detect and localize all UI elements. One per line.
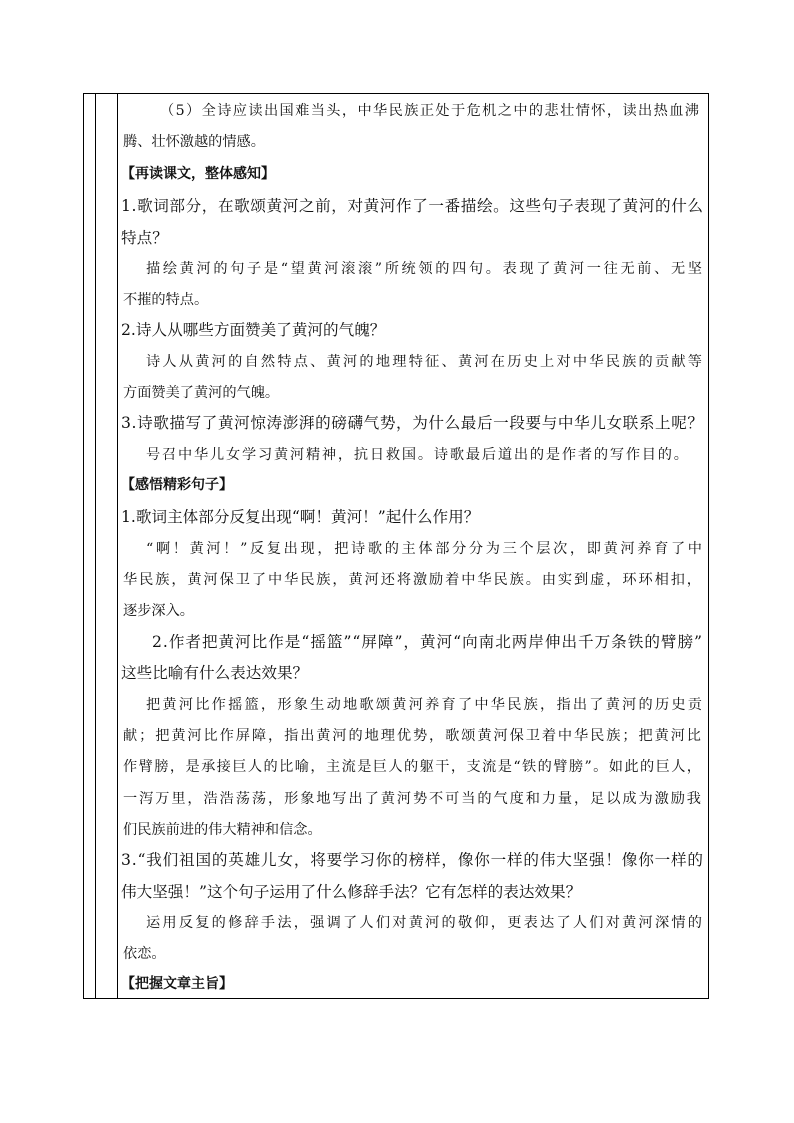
- question-text: 1.歌词部分，在歌颂黄河之前，对黄河作了一番描绘。这些句子表现了黄河的什么: [121, 197, 704, 215]
- answer-text: 依恋。: [123, 946, 166, 962]
- section-heading: 【再读课文，整体感知】: [121, 166, 275, 182]
- answer-text: 运用反复的修辞手法，强调了人们对黄河的敬仰，更表达了人们对黄河深情的: [146, 915, 705, 931]
- question-text: 3.“我们祖国的英雄儿女，将要学习你的榜样，像你一样的伟大坚强！像你一样的: [121, 851, 704, 869]
- section-heading: 【感悟精彩句子】: [121, 477, 233, 493]
- question-text: 特点？: [121, 229, 168, 247]
- table-column-divider: [117, 93, 118, 999]
- answer-text: 描绘黄河的句子是“望黄河滚滚”所统领的四句。表现了黄河一往无前、无坚: [146, 261, 705, 277]
- answer-text: 把黄河比作摇篮，形象生动地歌颂黄河养育了中华民族，指出了黄河的历史贡: [146, 697, 705, 713]
- answer-text: 方面赞美了黄河的气魄。: [123, 385, 280, 401]
- answer-text: 华民族，黄河保卫了中华民族，黄河还将激励着中华民族。由实到虚，环环相扣，: [123, 572, 703, 588]
- table-column-divider: [95, 93, 96, 999]
- question-text: 伟大坚强！”这个句子运用了什么修辞手法？它有怎样的表达效果？: [121, 883, 582, 901]
- answer-text: 作臂膀，是承接巨人的比喻，主流是巨人的躯干，支流是“铁的臂膀”。如此的巨人，: [123, 759, 703, 775]
- question-text: 1.歌词主体部分反复出现“啊！黄河！”起什么作用？: [121, 508, 480, 526]
- question-text: 3.诗歌描写了黄河惊涛澎湃的磅礴气势，为什么最后一段要与中华儿女联系上呢？: [121, 414, 704, 432]
- question-text: 这些比喻有什么表达效果？: [121, 664, 309, 682]
- answer-text: 献；把黄河比作屏障，指出黄河的地理优势，歌颂黄河保卫着中华民族；把黄河比: [123, 728, 703, 744]
- answer-text: 们民族前进的伟大精神和信念。: [123, 822, 322, 838]
- text-line: （5）全诗应读出国难当头，中华民族正处于危机之中的悲壮情怀，读出热血沸: [160, 103, 701, 119]
- question-text: 2.诗人从哪些方面赞美了黄河的气魄？: [121, 321, 386, 339]
- answer-text: 一泻万里，浩浩荡荡，形象地写出了黄河势不可当的气度和力量，足以成为激励我: [123, 791, 703, 807]
- answer-text: 诗人从黄河的自然特点、黄河的地理特征、黄河在历史上对中华民族的贡献等: [146, 354, 705, 370]
- text-line: 腾、壮怀激越的情感。: [123, 134, 265, 150]
- answer-text: 号召中华儿女学习黄河精神，抗日救国。诗歌最后道出的是作者的写作目的。: [146, 447, 690, 463]
- section-heading: 【把握文章主旨】: [121, 976, 233, 992]
- question-text: 2.作者把黄河比作是“摇篮”“屏障”，黄河“向南北两岸伸出千万条铁的臂膀”: [152, 633, 703, 651]
- answer-text: “啊！黄河！”反复出现，把诗歌的主体部分分为三个层次，即黄河养育了中: [146, 541, 705, 557]
- answer-text: 不摧的特点。: [123, 292, 209, 308]
- answer-text: 逐步深入。: [123, 603, 194, 619]
